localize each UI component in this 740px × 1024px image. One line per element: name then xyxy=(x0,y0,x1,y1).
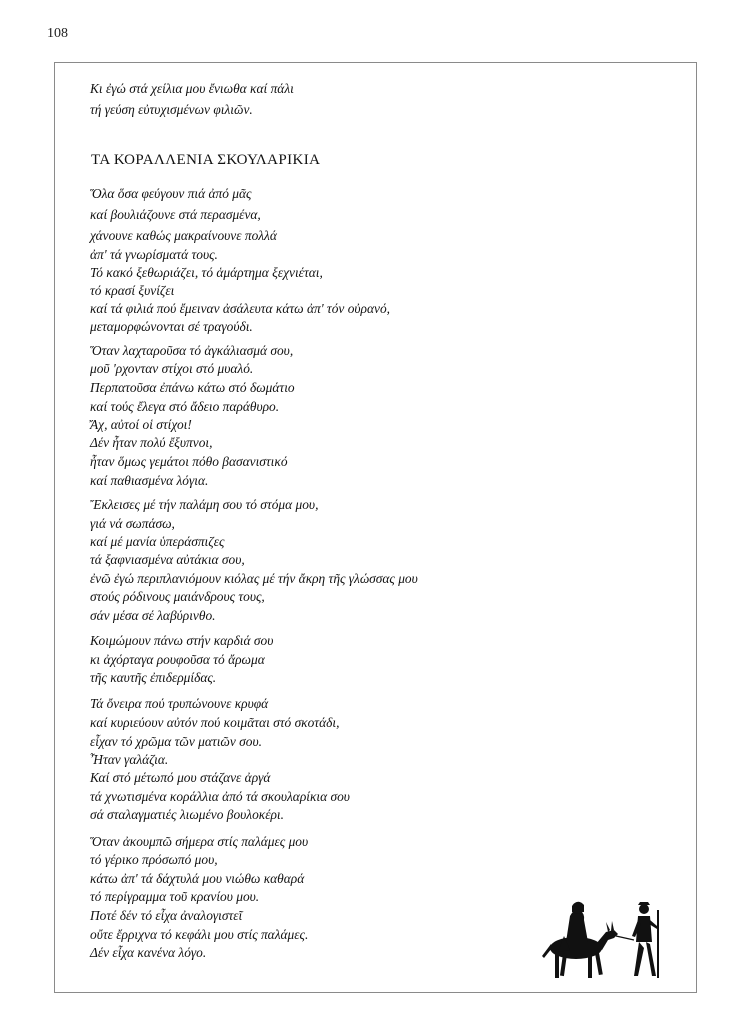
page-number: 108 xyxy=(47,26,68,41)
verse-line: Δέν εἶχα κανένα λόγο. xyxy=(90,945,207,960)
verse-line: Καί στό μέτωπό μου στάζανε ἀργά xyxy=(90,770,271,785)
verse-line: Περπατοῦσα ἐπάνω κάτω στό δωμάτιο xyxy=(90,380,295,395)
verse-line: σά σταλαγματιές λιωμένο βουλοκέρι. xyxy=(90,807,284,822)
verse-line: χάνουνε καθώς μακραίνουνε πολλά xyxy=(90,228,277,243)
verse-line: οὔτε ἔρριχνα τό κεφάλι μου στίς παλάμες. xyxy=(90,927,309,942)
verse-line: Τά ὄνειρα πού τρυπώνουνε κρυφά xyxy=(90,696,269,711)
verse-line: στούς ρόδινους μαιάνδρους τους, xyxy=(90,589,265,604)
verse-line: καί κυριεύουν αὐτόν πού κοιμᾶται στό σκοτάδι, xyxy=(90,715,340,730)
verse-line: κι ἀχόρταγα ρουφοῦσα τό ἄρωμα xyxy=(90,652,265,667)
verse-line: ἐνῶ ἐγώ περιπλανιόμουν κιόλας μέ τήν ἄκρη τῆς γλώσσας μου xyxy=(90,571,418,586)
verse-line: Ἄχ, αὐτοί οἱ στίχοι! xyxy=(90,417,192,432)
verse-line: μοῦ 'ρχονταν στίχοι στό μυαλό. xyxy=(90,361,254,376)
verse-line: Ἔκλεισες μέ τήν παλάμη σου τό στόμα μου, xyxy=(90,497,319,512)
verse-line: γιά νά σωπάσω, xyxy=(90,516,175,531)
verse-line: Ὅταν ἀκουμπῶ σήμερα στίς παλάμες μου xyxy=(90,834,309,849)
verse-line: τά χνωτισμένα κοράλλια ἀπό τά σκουλαρίκια σου xyxy=(90,789,350,804)
intro-line: Κι ἐγώ στά χείλια μου ἔνιωθα καί πάλι xyxy=(90,81,294,96)
verse-line: Τό κακό ξεθωριάζει, τό ἁμάρτημα ξεχνιέται, xyxy=(90,265,323,280)
donkey-rider-silhouette-icon xyxy=(536,896,666,982)
verse-line: Ὅλα ὅσα φεύγουν πιά ἀπό μᾶς xyxy=(90,186,252,201)
verse-line: τῆς καυτῆς ἐπιδερμίδας. xyxy=(90,670,217,685)
intro-line: τή γεύση εὐτυχισμένων φιλιῶν. xyxy=(90,102,253,117)
verse-line: τά ξαφνιασμένα αὐτάκια σου, xyxy=(90,552,245,567)
verse-line: καί βουλιάζουνε στά περασμένα, xyxy=(90,207,261,222)
poem-title: ΤΑ ΚΟΡΑΛΛΕΝΙΑ ΣΚΟΥΛΑΡΙΚΙΑ xyxy=(91,152,321,168)
verse-line: τό περίγραμμα τοῦ κρανίου μου. xyxy=(90,889,260,904)
verse-line: καί μέ μανία ὑπεράσπιζες xyxy=(90,534,225,549)
verse-line: ἦταν ὅμως γεμάτοι πόθο βασανιστικό xyxy=(90,454,288,469)
verse-line: Δέν ἦταν πολύ ἔξυπνοι, xyxy=(90,435,213,450)
verse-line: Κοιμώμουν πάνω στήν καρδιά σου xyxy=(90,633,274,648)
verse-line: καί τούς ἔλεγα στό ἄδειο παράθυρο. xyxy=(90,399,280,414)
verse-line: Ἦταν γαλάζια. xyxy=(90,752,169,767)
verse-line: τό κρασί ξυνίζει xyxy=(90,283,175,298)
verse-line: ἀπ' τά γνωρίσματά τους. xyxy=(90,247,218,262)
verse-line: μεταμορφώνονται σέ τραγούδι. xyxy=(90,319,253,334)
verse-line: καί παθιασμένα λόγια. xyxy=(90,473,209,488)
verse-line: Ὅταν λαχταροῦσα τό ἀγκάλιασμά σου, xyxy=(90,343,294,358)
verse-line: τό γέρικο πρόσωπό μου, xyxy=(90,852,218,867)
verse-line: σάν μέσα σέ λαβύρινθο. xyxy=(90,608,216,623)
verse-line: εἶχαν τό χρῶμα τῶν ματιῶν σου. xyxy=(90,734,262,749)
verse-line: κάτω ἀπ' τά δάχτυλά μου νιώθω καθαρά xyxy=(90,871,305,886)
verse-line: καί τά φιλιά πού ἔμειναν ἀσάλευτα κάτω ἀπ' τόν οὐρανό, xyxy=(90,301,390,316)
verse-line: Ποτέ δέν τό εἶχα ἀναλογιστεῖ xyxy=(90,908,243,923)
